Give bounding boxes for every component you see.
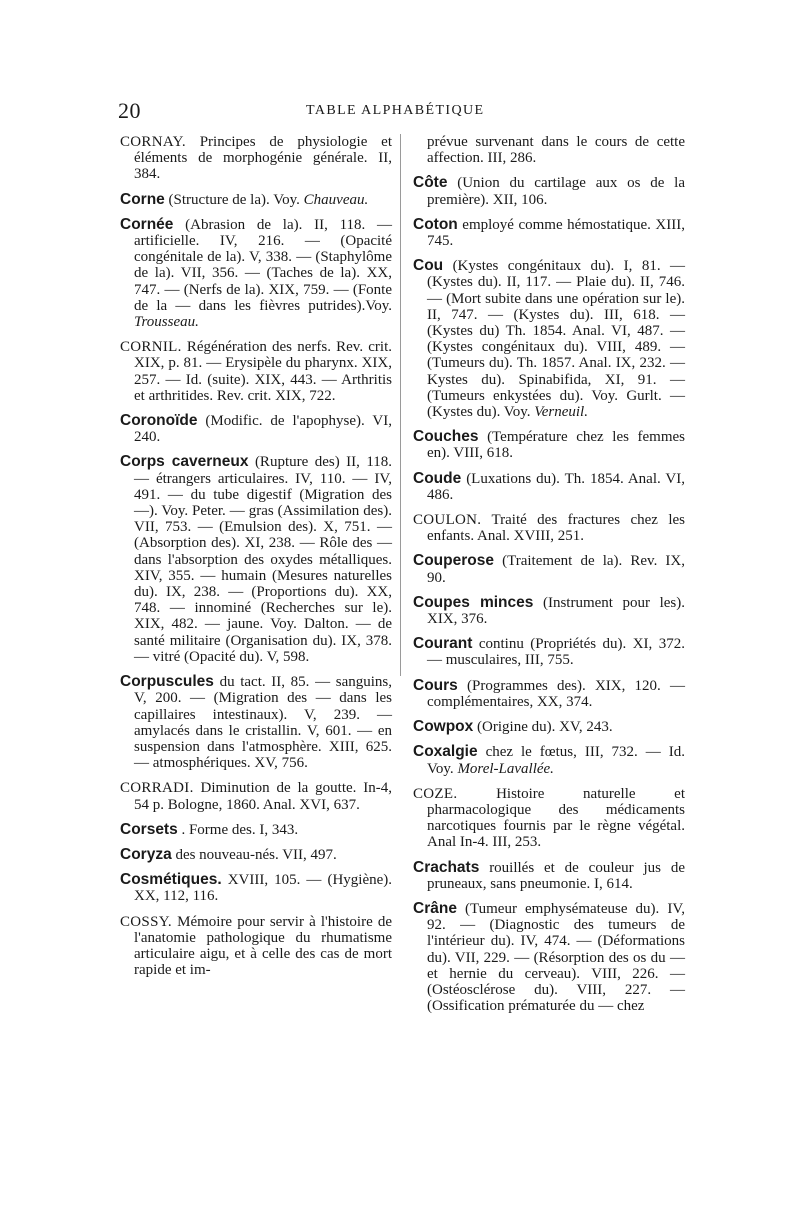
entry-text: prévue survenant dans le cours de cette affection. III, 286. (427, 134, 685, 167)
index-entry (413, 512, 685, 544)
entry-text: (Luxations du). Th. 1854. Anal. VI, 486. (427, 470, 686, 503)
entry-text: (Modific. de l'apophyse). VI, 240. (134, 413, 392, 446)
entry-text: XVIII, 105. — (Hygiène). XX, 112, 116. (134, 872, 392, 905)
entry-headword: Corsets (120, 820, 178, 838)
index-entry (120, 822, 392, 838)
index-entry (120, 413, 392, 445)
index-entry (413, 719, 685, 735)
index-entry (413, 901, 685, 1014)
index-entry (413, 217, 685, 249)
index-entry (413, 175, 685, 207)
entry-reference: Morel-Lavallée. (457, 760, 554, 777)
entry-text: (Union du cartilage aux os de la première). XII, 106. (427, 175, 685, 208)
page-number: 20 (118, 98, 141, 123)
index-entry (413, 860, 685, 892)
entry-text: (Tumeur emphysémateuse du). IV, 92. — (Diagnostic des tumeurs de l'intérieur du). IV, 474. — (Déformations du). VII, 229. — (Résorption des os du — et hernie du cerveau). VIII, 226. — (Ostéosclérose du). VIII, 227. — (Ossification prématurée du — chez (427, 900, 685, 1015)
entry-text: Régénération des nerfs. Rev. crit. XIX, p. 81. — Erysipèle du pharynx. XIX, 257. — Id. (suite). XIX, 443. — Arthritis et arthritides. Rev. crit. XIX, 722. (134, 339, 392, 404)
index-entry (120, 134, 392, 183)
index-entry (413, 258, 685, 420)
entry-text: Principes de physiologie et éléments de morphogénie générale. II, 384. (134, 134, 392, 183)
entry-text: (Kystes congénitaux du). I, 81. — (Kystes du). II, 117. — Plaie du). II, 746. — (Mort subite dans une opération sur le). II, 747. — (Kystes du). III, 618. — (Kystes du) Th. 1854. Anal. VI, 487. — (Kystes congénitaux du). VIII, 489. — (Tumeurs du). Th. 1857. Anal. IX, 232. — Kystes du). Spinabifida, XI, 91. — (Tumeurs enkystées du). Voy. Gurlt. — (Kystes du). Voy. (427, 258, 685, 421)
right-column (413, 134, 685, 1023)
index-entry (413, 744, 685, 776)
entry-text: Traité des fractures chez les enfants. Anal. XVIII, 251. (427, 512, 685, 545)
entry-headword: Cours (413, 676, 458, 694)
entry-text: . Forme des. I, 343. (181, 821, 299, 838)
entry-headword: Couches (413, 428, 479, 446)
entry-text: Mémoire pour servir à l'histoire de l'anatomie pathologique du rhumatisme articulaire aigu, et à celle des cas de mort rapide et im- (134, 913, 393, 979)
index-entry (413, 595, 685, 627)
index-entry (413, 636, 685, 668)
running-title: TABLE ALPHABÉTIQUE (306, 103, 485, 118)
entry-headword: COSSY. (120, 913, 172, 930)
entry-text: des nouveau-nés. VII, 497. (175, 846, 337, 863)
entry-text: Diminution de la goutte. In-4, 54 p. Bologne, 1860. Anal. XVI, 637. (134, 780, 393, 813)
index-entry (413, 134, 685, 166)
entry-headword: Corps caverneux (120, 453, 249, 471)
column-divider (400, 134, 401, 676)
entry-headword: Cosmétiques. (120, 871, 222, 889)
entry-text: employé comme hémostatique. XIII, 745. (427, 216, 685, 250)
index-entry (120, 674, 392, 771)
entry-text: (Programmes des). XIX, 120. — complémentaires, XX, 374. (427, 677, 686, 710)
entry-text: Histoire naturelle et pharmacologique des médicaments narcotiques fournis par le règne végétal. Anal In-4. III, 253. (427, 785, 686, 851)
entry-headword: COZE. (413, 785, 458, 802)
entry-headword: CORRADI. (120, 780, 194, 797)
entry-headword: Coronoïde (120, 412, 198, 430)
left-column (120, 134, 392, 987)
entry-headword: Coude (413, 469, 462, 487)
entry-headword: Courant (413, 635, 473, 653)
entry-text: chez le fœtus, III, 732. — Id. Voy. (427, 744, 685, 777)
entry-headword: Coxalgie (413, 743, 478, 761)
entry-text: rouillés et de couleur jus de pruneaux, sans pneumonie. I, 614. (427, 859, 685, 892)
index-entry (413, 471, 685, 503)
entry-text: (Traitement de la). Rev. IX, 90. (427, 553, 686, 586)
entry-text: (Instrument pour les). XIX, 376. (427, 594, 686, 628)
entry-headword: Crâne (413, 899, 457, 917)
index-entry (120, 847, 392, 863)
entry-headword: COULON. (413, 512, 482, 529)
entry-headword: Cou (413, 257, 444, 275)
entry-headword: Corne (120, 190, 165, 208)
index-entry (413, 429, 685, 461)
entry-headword: CORNAY. (120, 134, 186, 150)
entry-headword: Corpuscules (120, 673, 214, 691)
entry-text: (Abrasion de la). II, 118. — artificielle. IV, 216. — (Opacité congénitale de la). V, 338. — (Staphylôme de la). VII, 356. — (Taches de la). XX, 747. — (Nerfs de la). XIX, 759. — (Fonte de la — dans les fièvres putrides).Voy. (134, 216, 393, 314)
entry-headword: Cornée (120, 215, 174, 233)
index-entry (120, 780, 392, 812)
entry-reference: Verneuil. (534, 404, 588, 421)
entry-text: (Température chez les femmes en). VIII, 618. (427, 429, 686, 462)
entry-headword: Cowpox (413, 718, 474, 736)
index-entry (413, 678, 685, 710)
index-entry (413, 786, 685, 851)
entry-headword: Coryza (120, 845, 172, 863)
index-entry (120, 192, 392, 208)
entry-headword: Coton (413, 215, 458, 233)
entry-text: du tact. II, 85. — sanguins, V, 200. — (Migration des — dans les capillaires intestinaux). V, 239. — amylacés dans le cristallin. V, 601. — en suspension dans l'atmosphère. XIII, 625. — atmosphériques. XV, 756. (134, 674, 393, 772)
index-entry (120, 454, 392, 665)
entry-headword: Couperose (413, 552, 494, 570)
entry-headword: Crachats (413, 858, 480, 876)
entry-headword: Côte (413, 174, 448, 192)
index-entry (413, 553, 685, 585)
index-entry (120, 339, 392, 404)
index-entry (120, 217, 392, 330)
entry-headword: Coupes minces (413, 593, 534, 611)
entry-reference: Chauveau. (303, 191, 369, 208)
entry-text: (Origine du). XV, 243. (477, 719, 613, 736)
index-entry (120, 872, 392, 904)
entry-text: (Rupture des) II, 118. — étrangers articulaires. IV, 110. — IV, 491. — du tube digestif (Migration des —). Voy. Peter. — gras (Assimilation des). VII, 753. — (Emulsion des). X, 751. — (Absorption des). XI, 238. — Rôle des — dans l'absorption des oxydes métalliques. XIV, 355. — humain (Mesures naturelles du). IX, 238. — (Proportions du). XX, 748. — innominé (Recherches sur le). XIX, 482. — jaune. Voy. Dalton. — de santé militaire (Organisation du). IX, 378. — vitré (Opacité du). V, 598. (134, 454, 393, 665)
entry-headword: CORNIL. (120, 339, 182, 356)
entry-text: continu (Propriétés du). XI, 372. — musculaires, III, 755. (427, 636, 685, 669)
entry-reference: Trousseau. (134, 314, 199, 331)
entry-text: (Structure de la). Voy. (168, 191, 300, 208)
index-entry (120, 914, 392, 979)
